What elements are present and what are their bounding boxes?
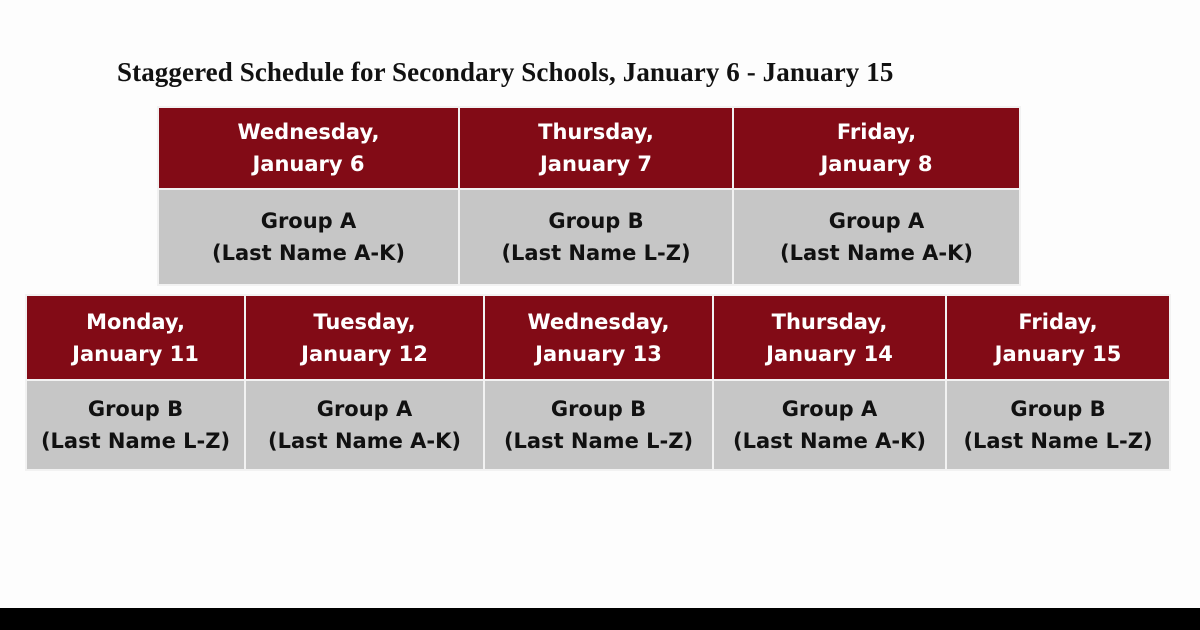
date-label: January 15 xyxy=(994,341,1122,366)
day-label: Thursday, xyxy=(538,120,654,144)
date-label: January 13 xyxy=(535,341,662,366)
date-label: January 11 xyxy=(72,341,199,366)
name-range-label: (Last Name A-K) xyxy=(732,429,927,453)
day-label: Tuesday, xyxy=(313,309,416,334)
group-label: Group B xyxy=(87,397,184,421)
name-range-label: (Last Name A-K) xyxy=(211,241,406,265)
group-cell xyxy=(459,189,733,285)
group-cell xyxy=(713,380,946,470)
week1-schedule-table xyxy=(157,106,1021,286)
group-cell xyxy=(26,380,245,470)
date-label: January 14 xyxy=(766,341,893,366)
week1-header-row xyxy=(158,107,1020,189)
date-header-cell xyxy=(713,295,946,380)
day-label: Friday, xyxy=(836,120,917,144)
name-range-label: (Last Name L-Z) xyxy=(501,241,691,265)
schedule-title: Staggered Schedule for Secondary Schools, January 6 - January 15 xyxy=(117,57,894,87)
name-range-label: (Last Name L-Z) xyxy=(40,429,231,453)
date-label: January 6 xyxy=(252,152,365,176)
group-label: Group A xyxy=(781,397,878,421)
date-header-cell xyxy=(733,107,1020,189)
group-cell xyxy=(733,189,1020,285)
name-range-label: (Last Name A-K) xyxy=(267,429,462,453)
day-label: Wednesday, xyxy=(527,309,670,334)
name-range-label: (Last Name L-Z) xyxy=(503,429,694,453)
group-cell xyxy=(245,380,484,470)
group-cell xyxy=(946,380,1170,470)
group-label: Group A xyxy=(316,397,413,421)
date-header-cell xyxy=(158,107,459,189)
date-header-cell xyxy=(459,107,733,189)
week2-schedule-table xyxy=(25,294,1171,471)
group-cell xyxy=(484,380,713,470)
group-label: Group A xyxy=(828,209,925,233)
date-header-cell xyxy=(946,295,1170,380)
day-label: Wednesday, xyxy=(237,120,380,144)
group-cell xyxy=(158,189,459,285)
group-label: Group B xyxy=(550,397,647,421)
date-header-cell xyxy=(245,295,484,380)
week2-group-row xyxy=(26,380,1170,470)
week2-header-row xyxy=(26,295,1170,380)
day-label: Friday, xyxy=(1018,309,1098,334)
day-label: Monday, xyxy=(86,309,185,334)
day-label: Thursday, xyxy=(771,309,888,334)
name-range-label: (Last Name L-Z) xyxy=(963,429,1153,453)
group-label: Group B xyxy=(548,209,644,233)
date-label: January 7 xyxy=(539,152,653,176)
week1-group-row xyxy=(158,189,1020,285)
group-label: Group A xyxy=(260,209,357,233)
date-label: January 8 xyxy=(820,152,933,176)
date-header-cell xyxy=(26,295,245,380)
footer-bar xyxy=(0,608,1200,630)
date-header-cell xyxy=(484,295,713,380)
date-label: January 12 xyxy=(301,341,428,366)
name-range-label: (Last Name A-K) xyxy=(779,241,974,265)
group-label: Group B xyxy=(1010,397,1106,421)
